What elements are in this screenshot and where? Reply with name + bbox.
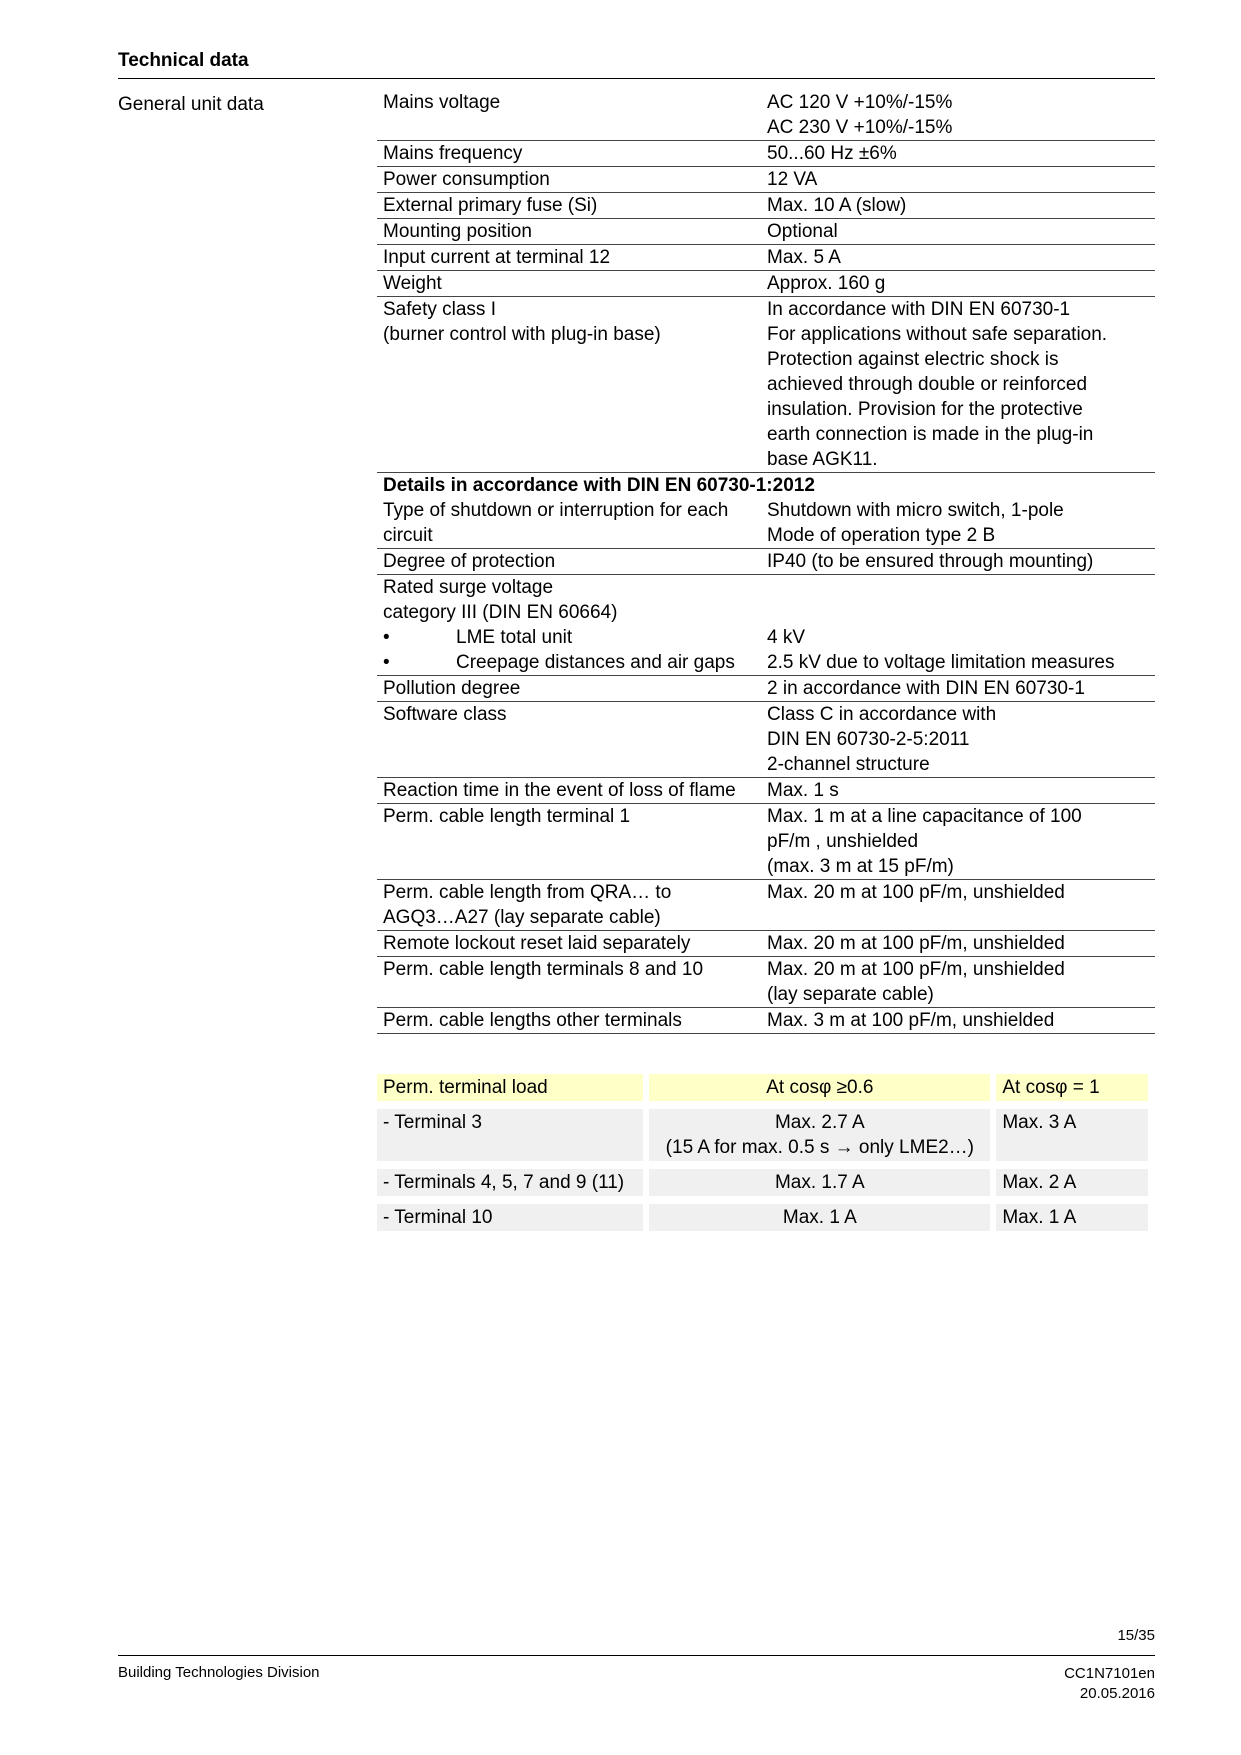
- spec-table: [377, 90, 1155, 1034]
- spec-row: [377, 575, 1155, 676]
- spec-value: [761, 90, 1155, 141]
- spec-label: [377, 931, 761, 957]
- spec-value-line: Max. 20 m at 100 pF/m, unshielded: [767, 959, 1065, 980]
- bullet-icon: •: [383, 652, 390, 673]
- spec-label-line: Degree of protection: [383, 551, 556, 572]
- spec-label: [377, 193, 761, 219]
- spec-value-line: base AGK11.: [767, 449, 878, 470]
- spec-value: [761, 575, 1155, 676]
- load-header-cell: Perm. terminal load: [377, 1074, 643, 1101]
- spec-value: [761, 778, 1155, 804]
- spec-value: [761, 957, 1155, 1008]
- spec-label: [377, 245, 761, 271]
- spec-label-line: category III (DIN EN 60664): [383, 602, 618, 623]
- bullet-value: 4 kV: [767, 627, 806, 648]
- bullet-item: [383, 650, 761, 675]
- spec-value-line: Max. 5 A: [767, 247, 841, 268]
- spec-value: [761, 141, 1155, 167]
- spec-label: [377, 271, 761, 297]
- spec-label-line: Weight: [383, 273, 442, 294]
- spec-label: [377, 219, 761, 245]
- spec-value-line: Max. 20 m at 100 pF/m, unshielded: [767, 933, 1065, 954]
- load-cell: - Terminal 3: [377, 1109, 643, 1161]
- spec-heading: Details in accordance with DIN EN 60730-1:2012: [383, 475, 815, 496]
- spec-label-line: Power consumption: [383, 169, 550, 190]
- load-row: [377, 1109, 1148, 1161]
- section-divider: [118, 78, 1155, 79]
- load-cell: Max. 1 A: [649, 1204, 990, 1231]
- spec-value-line: AC 120 V +10%/-15%: [767, 92, 953, 113]
- spec-value-line: earth connection is made in the plug-in: [767, 424, 1094, 445]
- spec-value-line: 12 VA: [767, 169, 818, 190]
- bullet-item: [383, 625, 761, 650]
- spec-label-line: Perm. cable lengths other terminals: [383, 1010, 682, 1031]
- spec-value-line: IP40 (to be ensured through mounting): [767, 551, 1094, 572]
- spec-label: [377, 90, 761, 141]
- spec-value-line: Approx. 160 g: [767, 273, 886, 294]
- load-cell: Max. 3 A: [996, 1109, 1148, 1161]
- spec-row: [377, 245, 1155, 271]
- spec-row: [377, 1008, 1155, 1034]
- spec-label-line: AGQ3…A27 (lay separate cable): [383, 907, 661, 928]
- spec-label: [377, 880, 761, 931]
- spec-label: [377, 804, 761, 880]
- spec-label-line: Mains frequency: [383, 143, 523, 164]
- spec-row: [377, 90, 1155, 141]
- group-label: General unit data: [118, 94, 264, 115]
- spec-value-line: 2-channel structure: [767, 754, 930, 775]
- spec-row: [377, 549, 1155, 575]
- spec-label-line: Software class: [383, 704, 507, 725]
- spec-label: [377, 498, 761, 549]
- spec-value-line: Max. 1 m at a line capacitance of 100: [767, 806, 1082, 827]
- spec-label: [377, 957, 761, 1008]
- bullet-icon: •: [383, 627, 390, 648]
- bullet-label: Creepage distances and air gaps: [456, 652, 735, 673]
- spec-value-line: achieved through double or reinforced: [767, 374, 1088, 395]
- spec-value-line: AC 230 V +10%/-15%: [767, 117, 953, 138]
- spec-value-line: pF/m , unshielded: [767, 831, 919, 852]
- terminal-load-table: [371, 1066, 1154, 1239]
- spec-value-line: Max. 10 A (slow): [767, 195, 907, 216]
- spec-row: [377, 141, 1155, 167]
- spec-label-line: Safety class I: [383, 299, 496, 320]
- load-header-cell: At cosφ = 1: [996, 1074, 1148, 1101]
- spec-heading-row: [377, 473, 1155, 499]
- load-cell: - Terminal 10: [377, 1204, 643, 1231]
- spec-label: [377, 297, 761, 473]
- spec-value: [761, 549, 1155, 575]
- spec-value-line: Shutdown with micro switch, 1-pole: [767, 500, 1064, 521]
- spec-label: [377, 141, 761, 167]
- load-row: [377, 1169, 1148, 1196]
- footer-divider: [118, 1655, 1155, 1656]
- spec-label-line: Mains voltage: [383, 92, 501, 113]
- spec-row: [377, 498, 1155, 549]
- page-number: 15/35: [1117, 1627, 1155, 1644]
- spec-label-line: Reaction time in the event of loss of flame: [383, 780, 736, 801]
- spec-label-line: Mounting position: [383, 221, 532, 242]
- doc-id: CC1N7101en: [1064, 1665, 1155, 1682]
- spec-label-line: External primary fuse (Si): [383, 195, 598, 216]
- spec-value-line: (max. 3 m at 15 pF/m): [767, 856, 954, 877]
- spec-row: [377, 957, 1155, 1008]
- spec-label: [377, 167, 761, 193]
- spec-label: [377, 702, 761, 778]
- spec-row: [377, 297, 1155, 473]
- spec-row: [377, 676, 1155, 702]
- spec-value-line: Protection against electric shock is: [767, 349, 1059, 370]
- spec-value: [761, 167, 1155, 193]
- footer-division: Building Technologies Division: [118, 1664, 320, 1681]
- spec-value: [761, 702, 1155, 778]
- spec-value-line: Class C in accordance with: [767, 704, 997, 725]
- load-cell: Max. 2.7 A (15 A for max. 0.5 s → only LME2…): [649, 1109, 990, 1161]
- spec-label-line: Remote lockout reset laid separately: [383, 933, 691, 954]
- spec-row: [377, 219, 1155, 245]
- spec-label-line: Perm. cable length terminal 1: [383, 806, 631, 827]
- spec-label-line: Perm. cable length terminals 8 and 10: [383, 959, 704, 980]
- spec-value: [761, 297, 1155, 473]
- spec-row: [377, 702, 1155, 778]
- load-cell: - Terminals 4, 5, 7 and 9 (11): [377, 1169, 643, 1196]
- spec-value: [761, 219, 1155, 245]
- spec-label-line: Type of shutdown or interruption for each: [383, 500, 729, 521]
- spec-label-line: Pollution degree: [383, 678, 521, 699]
- load-header-cell: At cosφ ≥0.6: [649, 1074, 990, 1101]
- spec-label: [377, 575, 761, 676]
- footer-doc-info: [1064, 1664, 1155, 1704]
- spec-row: [377, 193, 1155, 219]
- spec-value-line: Max. 1 s: [767, 780, 839, 801]
- spec-row: [377, 271, 1155, 297]
- load-row: [377, 1204, 1148, 1231]
- spec-value: [761, 931, 1155, 957]
- spec-row: [377, 804, 1155, 880]
- spec-value: [761, 804, 1155, 880]
- spec-value-line: For applications without safe separation.: [767, 324, 1108, 345]
- spec-value: [761, 498, 1155, 549]
- spec-label: [377, 549, 761, 575]
- spec-value-line: In accordance with DIN EN 60730-1: [767, 299, 1071, 320]
- spec-value: [761, 676, 1155, 702]
- bullet-value: 2.5 kV due to voltage limitation measures: [767, 652, 1115, 673]
- doc-date: 20.05.2016: [1079, 1685, 1155, 1702]
- spec-label: [377, 676, 761, 702]
- spec-label-line: Perm. cable length from QRA… to: [383, 882, 672, 903]
- spec-value: [761, 245, 1155, 271]
- spec-value-line: Mode of operation type 2 B: [767, 525, 996, 546]
- load-cell: Max. 2 A: [996, 1169, 1148, 1196]
- spec-value-line: 50...60 Hz ±6%: [767, 143, 897, 164]
- spec-value-line: Optional: [767, 221, 838, 242]
- spec-row: [377, 167, 1155, 193]
- spec-value: [761, 880, 1155, 931]
- load-cell: Max. 1.7 A: [649, 1169, 990, 1196]
- spec-value: [761, 1008, 1155, 1034]
- load-cell: Max. 1 A: [996, 1204, 1148, 1231]
- spec-value: [761, 271, 1155, 297]
- spec-value-line: Max. 20 m at 100 pF/m, unshielded: [767, 882, 1065, 903]
- spec-value: [761, 193, 1155, 219]
- spec-row: [377, 931, 1155, 957]
- spec-label-line: Rated surge voltage: [383, 577, 554, 598]
- spec-value-line: DIN EN 60730-2-5:2011: [767, 729, 970, 750]
- bullet-label: LME total unit: [456, 627, 573, 648]
- spec-label-line: circuit: [383, 525, 433, 546]
- spec-label: [377, 1008, 761, 1034]
- spec-label-line: (burner control with plug-in base): [383, 324, 661, 345]
- spec-label: [377, 778, 761, 804]
- section-title: Technical data: [118, 50, 249, 71]
- spec-row: [377, 880, 1155, 931]
- spec-value-line: (lay separate cable): [767, 984, 934, 1005]
- spec-value-line: Max. 3 m at 100 pF/m, unshielded: [767, 1010, 1055, 1031]
- spec-value-line: 2 in accordance with DIN EN 60730-1: [767, 678, 1085, 699]
- spec-row: [377, 778, 1155, 804]
- load-header-row: [377, 1074, 1148, 1101]
- spec-label-line: Input current at terminal 12: [383, 247, 611, 268]
- spec-value-line: insulation. Provision for the protective: [767, 399, 1083, 420]
